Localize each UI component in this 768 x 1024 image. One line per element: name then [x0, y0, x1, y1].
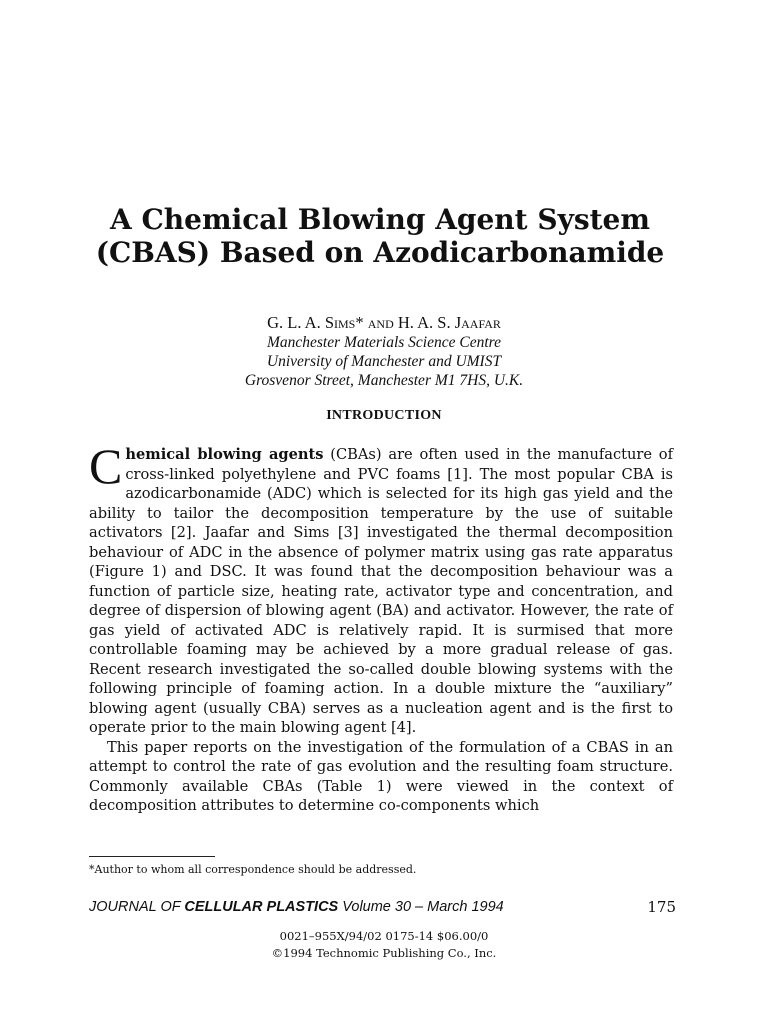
- author-conjunction: and: [367, 313, 394, 332]
- journal-volume: Volume 30 – March 1994: [342, 899, 504, 915]
- affiliation-block: [0, 333, 768, 390]
- author-list: [0, 313, 768, 333]
- affiliation-line: Grosvenor Street, Manchester M1 7HS, U.K.: [244, 372, 524, 389]
- lead-term: hemical blowing agents: [125, 446, 324, 463]
- copyright-line: ©1994 Technomic Publishing Co., Inc.: [271, 946, 497, 960]
- title-line-1: A Chemical Blowing Agent System: [110, 203, 650, 236]
- journal-name: CELLULAR PLASTICS: [184, 899, 339, 915]
- affiliation-line: University of Manchester and UMIST: [266, 353, 502, 370]
- paragraph-text: (CBAs) are often used in the manufacture of cross-linked polyethylene and PVC foams [1]. The most popular CBA is azodicarbonamide (ADC) which is selected for its high gas yield and the ability to tailor the decomposition temperature by the use of suitable activators [2]. Jaafar and Sims [3] investigated the thermal decomposition behaviour of ADC in the absence of polymer matrix using gas rate apparatus (Figure 1) and DSC. It was found that the decomposition behaviour was a function of particle size, heating rate, activator type and concentration, and degree of dispersion of blowing agent (BA) and activator. However, the rate of gas yield of activated ADC is relatively rapid. It is surmised that more controllable foaming may be achieved by a more gradual release of gas. Recent research investigated the so-called double blowing systems with the following principle of foaming action. In a double mixture the “auxiliary” blowing agent (usually CBA) serves as a nucleation agent and is the first to operate prior to the main blowing agent [4].: [89, 446, 673, 736]
- title-line-2: (CBAS) Based on Azodicarbonamide: [95, 236, 665, 269]
- publisher-code: 0021–955X/94/02 0175-14 $06.00/0: [279, 929, 489, 943]
- paper-title: [60, 203, 700, 269]
- footnote: *Author to whom all correspondence should be addressed.: [89, 863, 417, 876]
- journal-prefix: JOURNAL OF: [89, 899, 181, 915]
- paragraph: [89, 438, 673, 738]
- author-name: G. L. A. Sims*: [267, 313, 364, 332]
- author-name: H. A. S. Jaafar: [397, 313, 501, 332]
- footnote-rule: [89, 856, 215, 857]
- section-heading: INTRODUCTION: [326, 408, 442, 423]
- body-text: [89, 438, 673, 816]
- publisher-info: [0, 928, 768, 962]
- journal-citation: [89, 899, 504, 915]
- affiliation-line: Manchester Materials Science Centre: [266, 334, 501, 351]
- paragraph: This paper reports on the investigation of the formulation of a CBAS in an attempt to control the rate of gas evolution and the resulting foam structure. Commonly available CBAs (Table 1) were viewed in the context of decomposition attributes to determine co-components which: [89, 738, 673, 814]
- page-number: 175: [647, 898, 676, 916]
- drop-cap: C: [89, 438, 123, 494]
